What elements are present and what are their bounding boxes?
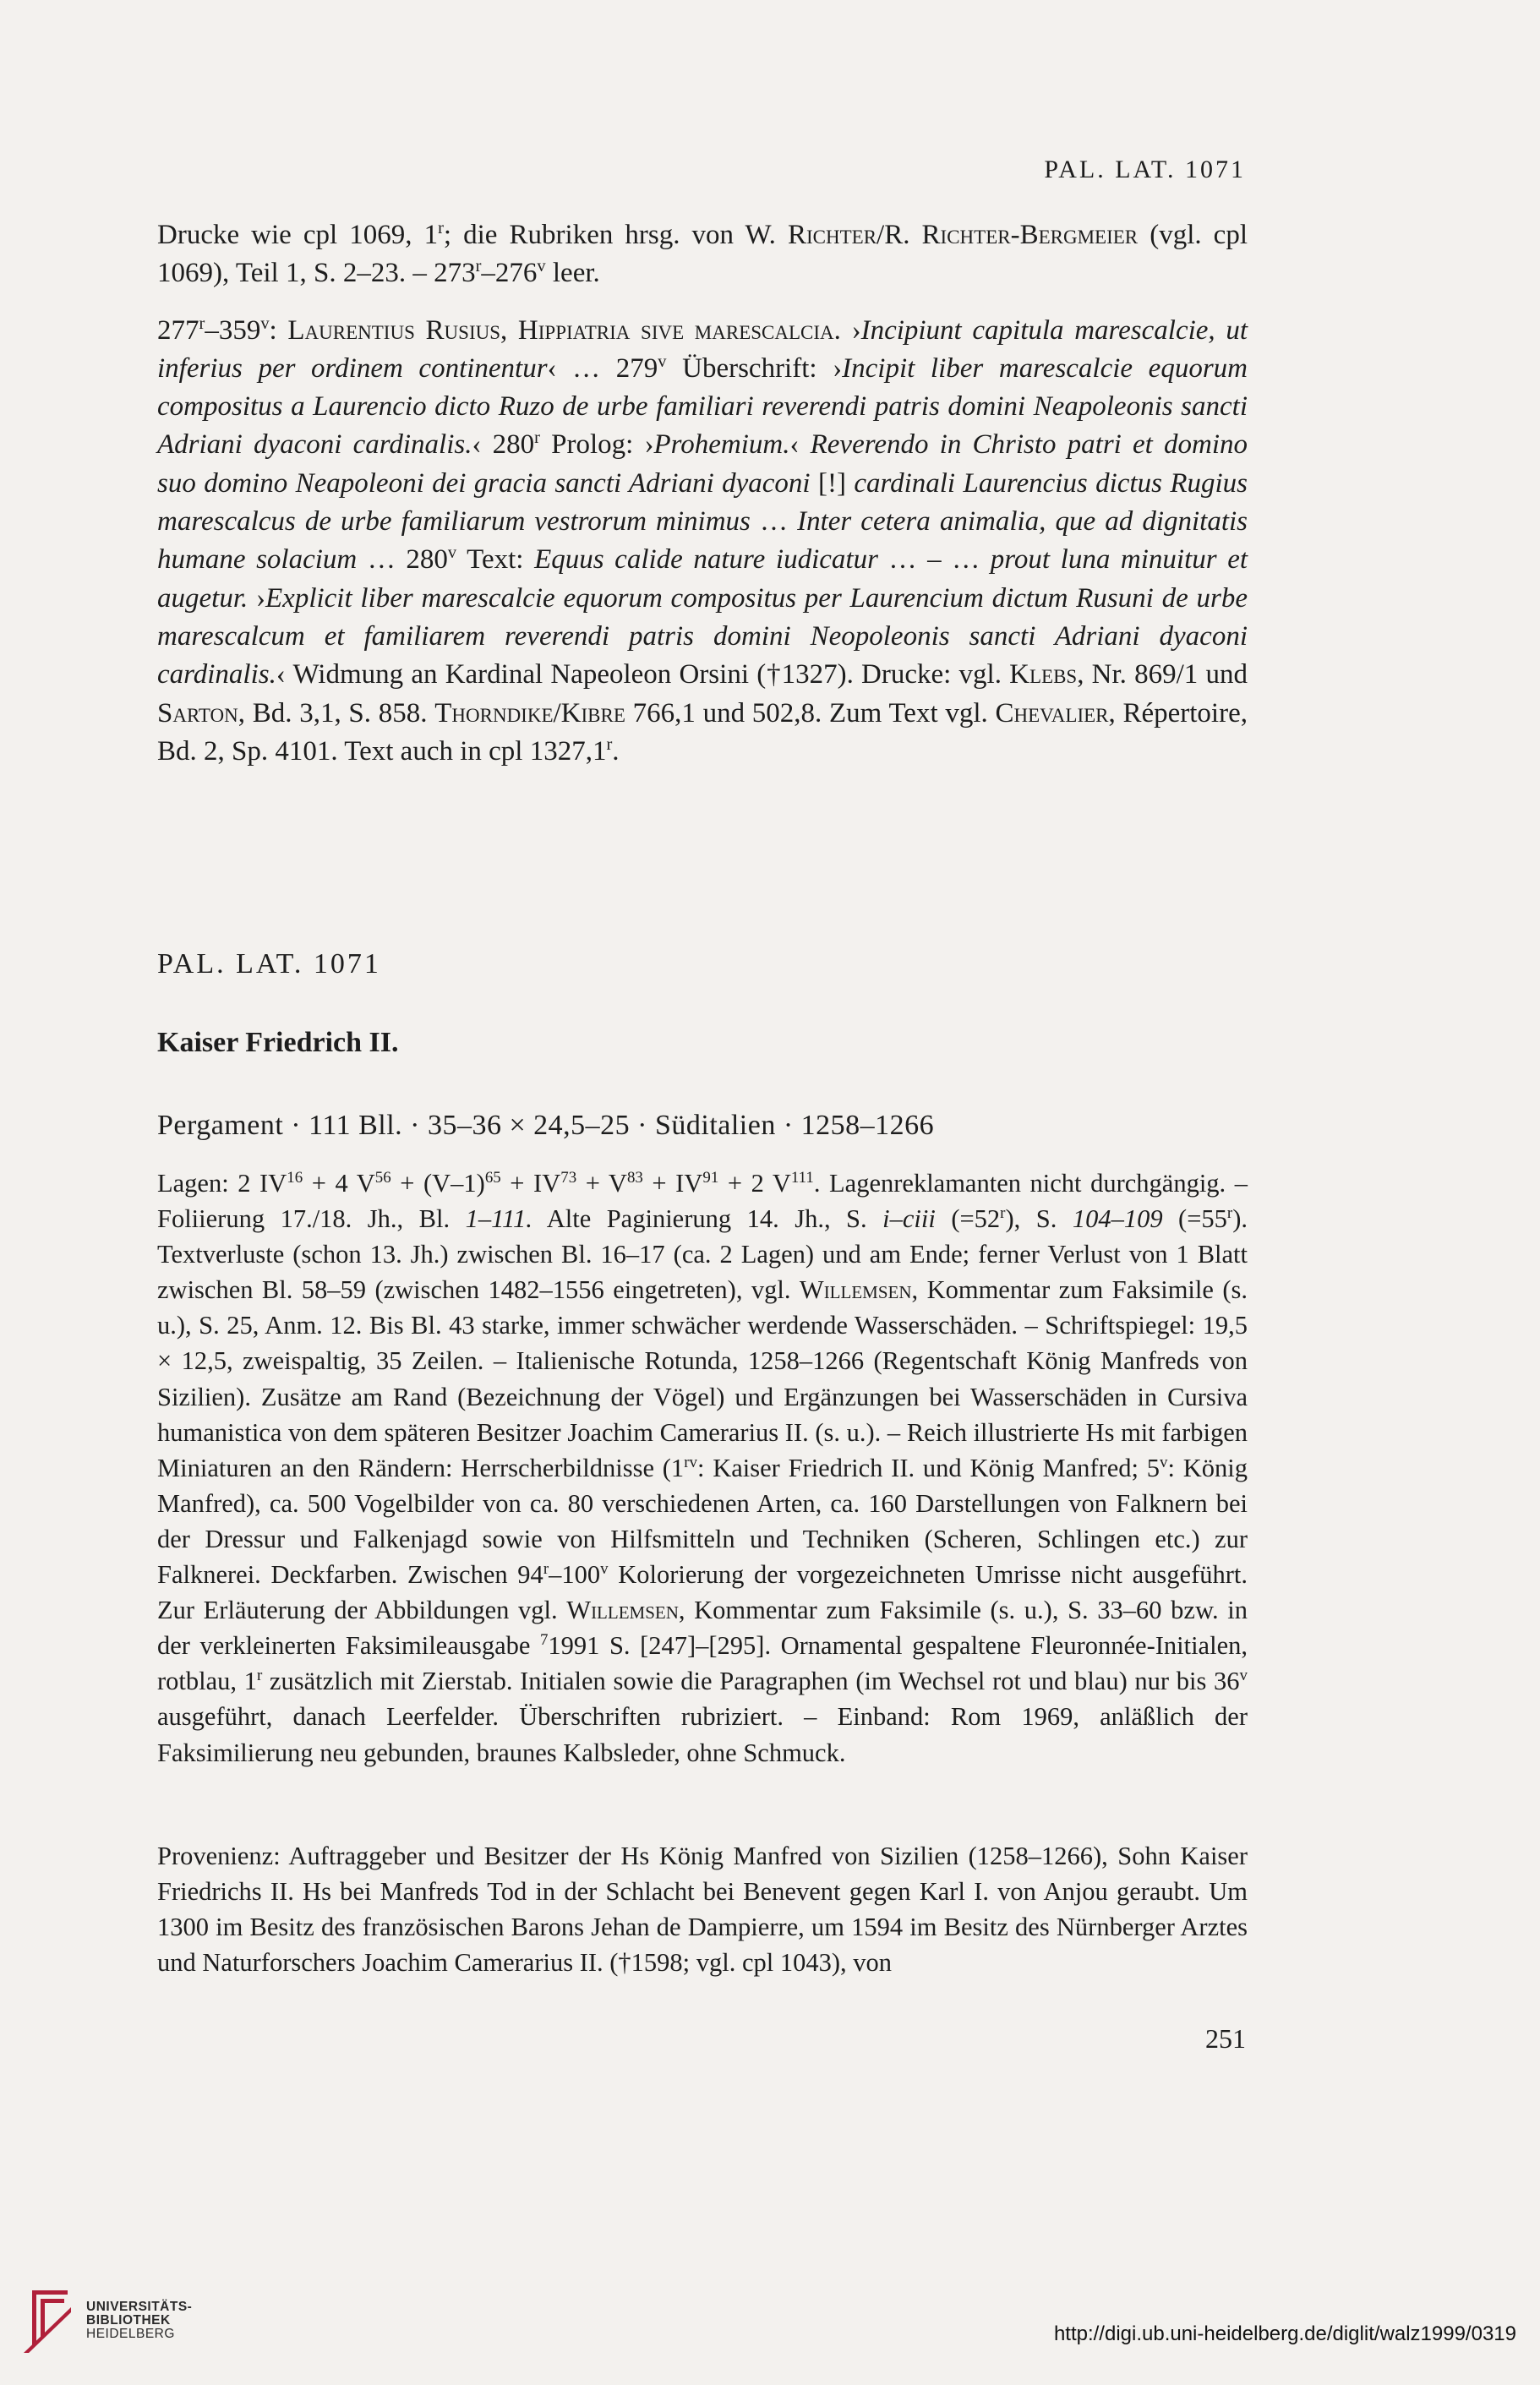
section-title: Kaiser Friedrich II. bbox=[157, 1027, 399, 1058]
paragraph-prints: Drucke wie cpl 1069, 1$^r$; die Rubriken hrsg. von W. Richter/R. Richter-Bergmeier (vgl. cpl 1069), Teil 1, S. 2–23. – 273$^r$–276$^v$ leer. bbox=[157, 219, 1248, 289]
library-logo-text: UNIVERSITÄTS- BIBLIOTHEK HEIDELBERG bbox=[86, 2300, 193, 2341]
library-logo[interactable] bbox=[17, 2282, 237, 2358]
library-logo-icon bbox=[17, 2282, 78, 2358]
section-identifier: PAL. LAT. 1071 bbox=[157, 948, 381, 980]
source-url[interactable]: http://digi.ub.uni-heidelberg.de/diglit/walz1999/0319 bbox=[1053, 2322, 1516, 2345]
paragraph-hippiatria: 277$^r$–359$^v$: Laurentius Rusius, Hippiatria sive marescalcia. ›Incipiunt capitula marescalcie, ut inferius per ordinem continentur‹ … 279$^v$ Überschrift: ›Incipit liber marescalcie equorum compositus a Laurencio dicto Ruzo de urbe familiari reverendi patris domini Neapoleonis sancti Adriani dyaconi cardinalis.‹ 280$^r$ Prolog: ›Prohemium.‹ Reverendo in Christo patri et domino suo domino Neapoleoni dei gracia sancti Adriani dyaconi [!] cardinali Laurencius dictus Rugius marescalcus de urbe familiarum vestrorum minimus … Inter cetera animalia, que ad dignitatis humane solacium … 280$^v$ Text: Equus calide nature iudicatur … – … prout luna minuitur et augetur. ›Explicit liber marescalcie equorum compositus per Laurencium dictum Rusuni de urbe marescalcum et familiarem reverendi patris domini Neopoleonis sancti Adriani dyaconi cardinalis.‹ Widmung an Kardinal Napeoleon Orsini (†1327). Drucke: vgl. Klebs, Nr. 869/1 und Sarton, Bd. 3,1, S. 858. Thorndike/Kibre 766,1 und 502,8. Zum Text vgl. Chevalier, Répertoire, Bd. 2, Sp. 4101. Text auch in cpl 1327,1$^r$. bbox=[157, 314, 1248, 767]
codicological-description: Lagen: 2 $IV^{16} + 4$ $V^{56} + (V-1)^{65} + IV^{73} + V^{83} + IV^{91} + 2$ $V^{111}$. Lagenreklamanten nicht durchgängig. – Foliierung 17./18. Jh., Bl. 1–111. Alte Paginierung 14. Jh., S. i–ciii $(=52^r)$, S. 104–109 $(=55^r)$. Textverluste (schon 13. Jh.) zwischen Bl. 16–17 (ca. 2 Lagen) und am Ende; ferner Verlust von 1 Blatt zwischen Bl. 58–59 (zwischen 1482–1556 eingetreten), vgl. Willemsen, Kommentar zum Faksimile (s. u.), S. 25, Anm. 12. Bis Bl. 43 starke, immer schwächer werdende Wasserschäden. – Schriftspiegel: 19,5 × 12,5, zweispaltig, 35 Zeilen. – Italienische Rotunda, 1258–1266 (Regentschaft König Manfreds von Sizilien). Zusätze am Rand (Bezeichnung der Vögel) und Ergänzungen bei Wasserschäden in Cursiva humanistica von dem späteren Besitzer Joachim Camerarius II. (s. u.). – Reich illustrierte Hs mit farbigen Miniaturen an den Rändern: Herrscherbildnisse ($1^{rv}$: Kaiser Friedrich II. und König Manfred; 5$^v$: König Manfred), ca. 500 Vogelbilder von ca. 80 verschiedenen Arten, ca. 160 Darstellungen von Falknern bei der Dressur und Falkenjagd sowie von Hilfsmitteln und Techniken (Scheren, Schlingen etc.) zur Falknerei. Deckfarben. Zwischen 94$^r$–100$^v$ Kolorierung der vorgezeichneten Umrisse nicht ausgeführt. Zur Erläuterung der Abbildungen vgl. Willemsen, Kommentar zum Faksimile (s. u.), S. 33–60 bzw. in der verkleinerten Faksimileausgabe $^7$1991 S. [247]–[295]. Ornamental gespaltene Fleuronnée-Initialen, rotblau, 1$^r$ zusätzlich mit Zierstab. Initialen sowie die Paragraphen (im Wechsel rot und blau) nur bis 36$^v$ ausgeführt, danach Leerfelder. Überschriften rubriziert. – Einband: Rom 1969, anläßlich der Faksimilierung neu gebunden, braunes Kalbsleder, ohne Schmuck. bbox=[157, 1168, 1248, 1767]
page-number: 251 bbox=[1205, 2023, 1246, 2054]
provenance-paragraph: Provenienz: Auftraggeber und Besitzer der Hs König Manfred von Sizilien (1258–1266), Sohn Kaiser Friedrichs II. Hs bei Manfreds Tod in der Schlacht bei Benevent gegen Karl I. von Anjou geraubt. Um 1300 im Besitz des französischen Barons Jehan de Dampierre, um 1594 im Besitz des Nürnberger Arztes und Naturforschers Joachim Camerarius II. (†1598; vgl. cpl 1043), von bbox=[157, 1842, 1248, 1978]
running-head: PAL. LAT. 1071 bbox=[1044, 156, 1246, 183]
previous-entry-text bbox=[157, 216, 1248, 771]
format-line: Pergament · 111 Bll. · 35–36 × 24,5–25 · Süditalien · 1258–1266 bbox=[157, 1110, 935, 1141]
